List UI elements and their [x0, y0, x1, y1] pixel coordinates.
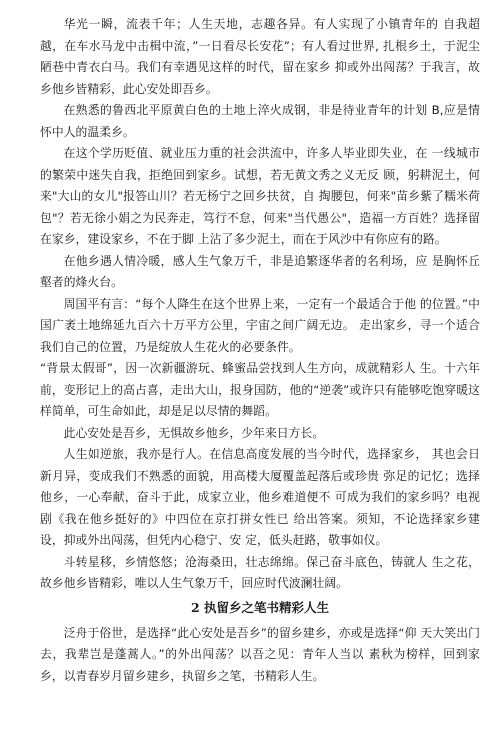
paragraph-3: 在这个学历贬值、就业压力重的社会洪流中，许多人毕业即失业，在 一线城市的繁荣中迷失自我，拒绝回到家乡。试想，若无黄文秀之义无反 顾，躬耕泥土，何来"大山的女儿"报答山川？若无杨宁之回乡扶贫，自 掏腰包，何来"苗乡紫了糯米荷包"？若无徐小娟之为民奔走，笃行不怠，何来"当代愚公"，造福一方百姓？选择留在家乡，建设家乡，不在于脚 上沾了多少泥土，而在于风沙中有你应有的路。 — [40, 146, 480, 246]
closing-paragraph: 泛舟于俗世，是选择“此心安处是吾乡”的留乡建乡，亦或是选择“仰 天大笑出门去，我辈岂是蓬蒿人。”的外出闯荡？以吾之见：青年人当以 素秋为榜样，回到家乡，以青春岁月留乡建乡，执留乡之笔，书精彩人生。 — [40, 625, 480, 683]
paragraph-9: 斗转星移，乡情悠悠；沧海桑田，壮志绵绵。保己奋斗底色，铸就人 生之花，故乡他乡皆精彩，唯以人生气象万千，回应时代波澜壮阔。 — [40, 554, 480, 590]
paragraph-6: “背景太假哥”，因一次新疆游玩、蜂蜜品尝找到人生方向，成就精彩人 生。十六年前，变形记上的高占喜，走出大山，报身国防，他的“逆袭”或许只有能够吃饱穿暖这样简单，可生命如此，却是足以尽情的舞蹈。 — [40, 361, 480, 418]
paragraph-1: 华光一瞬，流表千年；人生天地，志趣各异。有人实现了小镇青年的 自我超越，在车水马龙中击楫中流，”一日看尽长安花”；有人看过世界, 扎根乡土，于泥尘陋巷中青衣白马。我们有幸遇见这样的时代，留在家乡 抑或外出闯荡？于我言，故乡他乡皆精彩，此心安处即吾乡。 — [40, 17, 480, 96]
paragraph-5: 周国平有言：“每个人降生在这个世界上来，一定有一个最适合于他 的位置。”中国广袤土地绵延九百六十万平方公里，宇宙之间广阔无边。 走出家乡，寻一个适合我们自己的位置，乃是绽放人生花火的必要条件。 — [40, 296, 480, 354]
paragraph-8: 人生如逆旅，我亦是行人。在信息高度发展的当今时代，选择家乡， 其也会日新月异，变成我们不熟悉的面貌，用高楼大厦覆盖起落后或珍贵 弥足的记忆；选择他乡，一心奉献，奋斗于此，成家立业，他乡难道便不 可成为我们的家乡吗？电视剧《我在他乡挺好的》中四位在京打拼女性已 给出答案。须知，不论选择家乡建设，抑或外出闯荡，但凭内心稳宁、安 定，低头赶路，敬事如仪。 — [40, 447, 480, 547]
paragraph-7: 此心安处是吾乡，无惧故乡他乡，少年来日方长。 — [63, 425, 325, 440]
paragraph-2: 在熟悉的鲁西北平原黄白色的土地上淬火成钢，非是待业青年的计划 B,应是情怀中人的温柔乡。 — [40, 103, 480, 139]
section-heading: 2 执留乡之笔书精彩人生 — [190, 599, 330, 615]
paragraph-4: 在他乡遇人情冷暖，感人生气象万千，非是追繁逐华者的名利场，应 是胸怀丘壑者的烽火台。 — [40, 253, 480, 289]
document-page — [40, 14, 480, 687]
